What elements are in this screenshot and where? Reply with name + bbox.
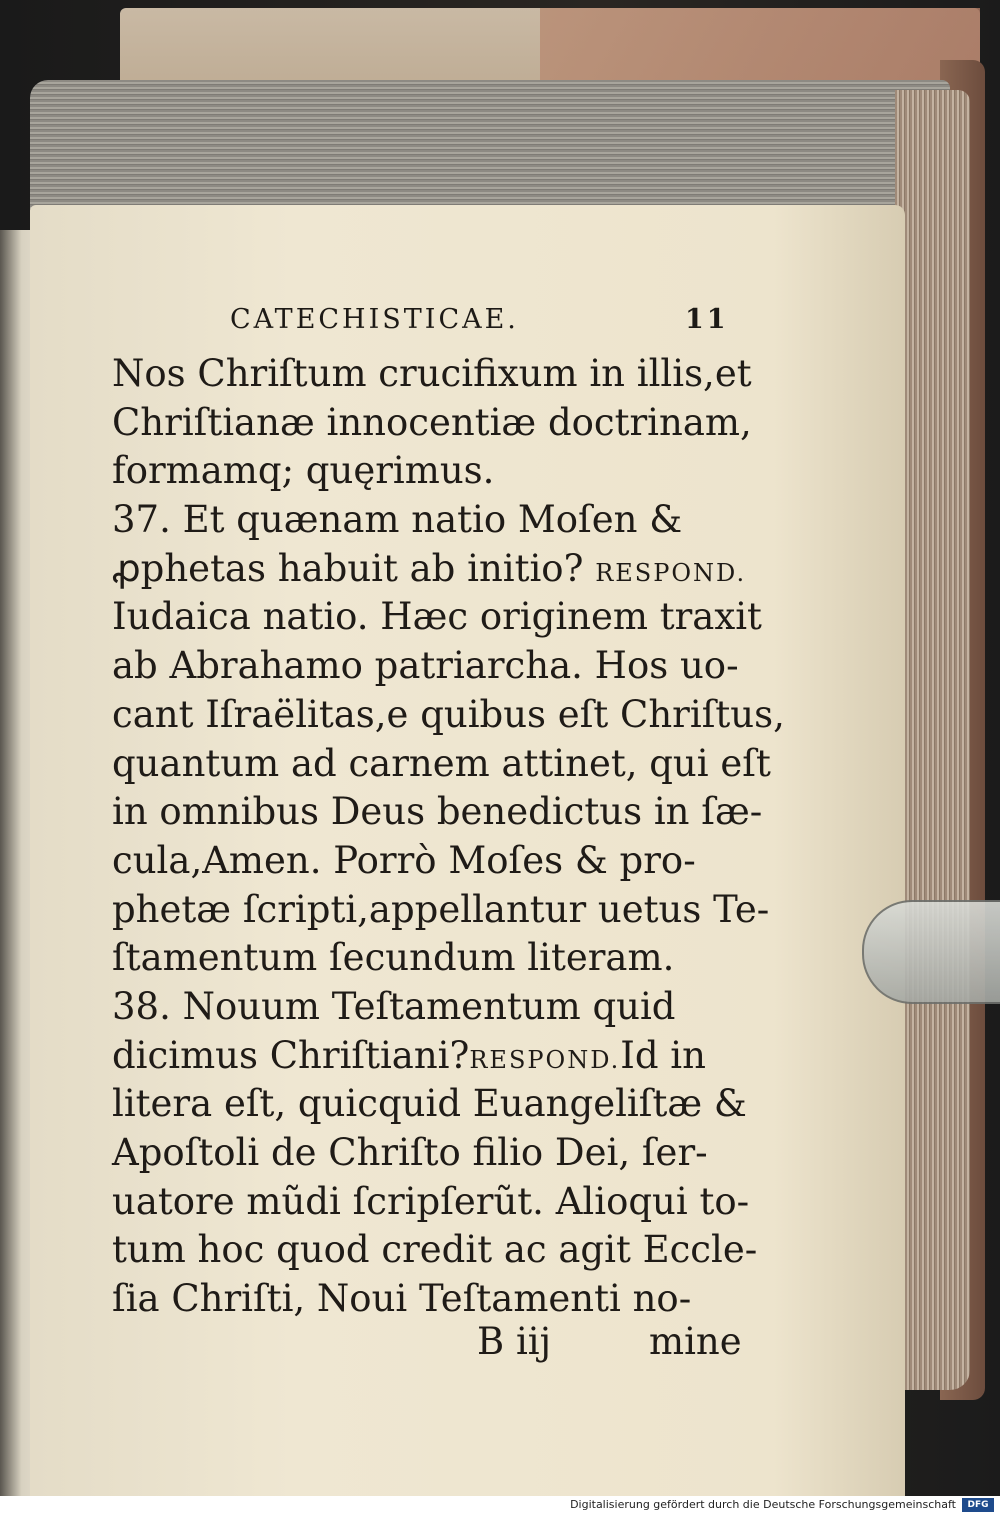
respond-word: RESPOND. [469, 1045, 621, 1074]
respond-word: RESPOND. [595, 558, 747, 587]
text-line: cula,Amen. Porrò Moſes & pro- [112, 838, 696, 882]
text-segment: ꝓphetas habuit ab initio? [112, 546, 584, 590]
text-line: Apoſtoli de Chriſto filio Dei, ſer- [112, 1131, 708, 1174]
running-head [230, 304, 730, 344]
catchword: mine [649, 1320, 742, 1363]
text-line: ſia Chriſti, Noui Teſtamenti no- [112, 1277, 692, 1321]
text-line: tum hoc quod credit ac agit Eccle- [112, 1228, 758, 1272]
folio-number: 11 [685, 304, 729, 335]
credit-text: Digitalisierung gefördert durch die Deutsche Forschungsgemeinschaft [570, 1498, 956, 1511]
text-line [112, 1032, 752, 1081]
text-line: formamq; quęrimus. [112, 449, 495, 493]
text-line: litera eſt, quicquid Euangeliſtæ & [112, 1082, 747, 1126]
page-clip [862, 900, 1000, 1004]
text-segment: Id in [620, 1033, 706, 1077]
page-edges-right [895, 90, 970, 1390]
text-segment: dicimus Chriſtiani? [112, 1033, 470, 1077]
text-line: in omnibus Deus benedictus in ſæ- [112, 790, 763, 834]
text-line: ſtamentum ſecundum literam. [112, 936, 675, 980]
text-line: phetæ ſcripti,appellantur uetus Te- [112, 887, 770, 931]
text-line: 38. Nouum Teſtamentum quid [112, 984, 676, 1028]
text-line [112, 545, 752, 594]
dfg-logo: DFG [962, 1498, 994, 1512]
text-line: uatore mũdi ſcripſerũt. Alioqui to- [112, 1179, 750, 1223]
credit-bar [0, 1496, 1000, 1515]
text-line: 37. Et quænam natio Moſen & [112, 498, 683, 542]
text-line: Iudaica natio. Hæc originem traxit [112, 595, 762, 639]
signature-mark: B iij [477, 1320, 552, 1363]
page-foot [477, 1320, 757, 1370]
text-line: cant Iſraëlitas,e quibus eſt Chriſtus, [112, 692, 785, 736]
text-line: Chriſtianæ innocentiæ doctrinam, [112, 400, 752, 444]
text-line: Nos Chriſtum crucifixum in illis,et [112, 352, 752, 395]
text-line: quantum ad carnem attinet, qui eſt [112, 741, 771, 785]
running-title: CATECHISTICAE. [230, 304, 519, 335]
text-line: ab Abrahamo patriarcha. Hos uo- [112, 644, 739, 688]
text-block [112, 350, 785, 1324]
